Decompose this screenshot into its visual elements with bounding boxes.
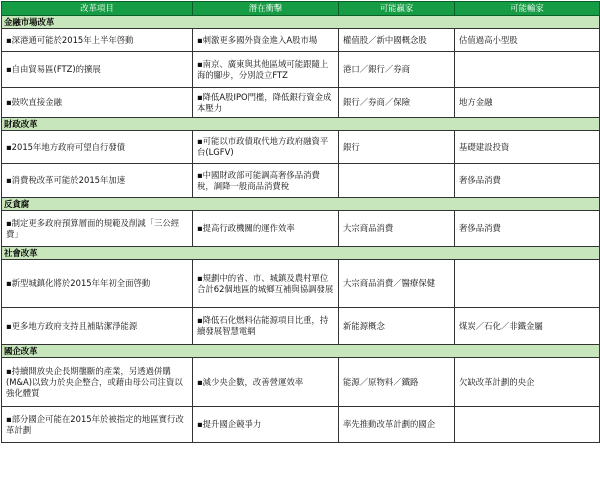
table-row [2, 407, 600, 443]
table-row [2, 88, 600, 118]
header-potential-impact: 潛在衝擊 [193, 2, 339, 16]
cell-impact: ▪降低A股IPO門檻，降低銀行資金成本壓力 [193, 88, 339, 118]
table-row [2, 211, 600, 247]
cell-winners: 能源／原物料／鐵路 [339, 358, 455, 407]
cell-item: ▪新型城鎮化將於2015年年初全面啓動 [2, 260, 193, 308]
section-header [2, 247, 600, 260]
cell-impact: ▪減少央企數，改善營運效率 [193, 358, 339, 407]
cell-losers: 奢侈品消費 [455, 164, 600, 198]
table-row [2, 131, 600, 164]
cell-losers: 煤炭／石化／非鐵金屬 [455, 308, 600, 345]
cell-losers: 地方金融 [455, 88, 600, 118]
cell-item: ▪2015年地方政府可望自行發債 [2, 131, 193, 164]
section-title-fiscal: 財政改革 [2, 118, 600, 131]
section-title-anticorruption: 反貪腐 [2, 198, 600, 211]
section-header [2, 198, 600, 211]
cell-losers: 估值過高小型股 [455, 29, 600, 52]
cell-winners: 率先推動改革計劃的國企 [339, 407, 455, 443]
cell-impact: ▪南京、廣東與其他區域可能跟隨上海的腳步，分別設立FTZ [193, 52, 339, 88]
header-row [2, 2, 600, 16]
cell-item: ▪部分國企可能在2015年於被指定的地區實行改革計劃 [2, 407, 193, 443]
cell-winners [339, 164, 455, 198]
header-potential-losers: 可能輸家 [455, 2, 600, 16]
cell-impact: ▪刺激更多國外資金進入A股市場 [193, 29, 339, 52]
section-header [2, 118, 600, 131]
cell-losers: 欠缺改革計劃的央企 [455, 358, 600, 407]
cell-losers [455, 52, 600, 88]
cell-impact: ▪中國財政部可能調高奢侈品消費稅，調降一般商品消費稅 [193, 164, 339, 198]
section-title-financial: 金融市場改革 [2, 16, 600, 29]
cell-losers: 奢侈品消費 [455, 211, 600, 247]
table-row [2, 52, 600, 88]
table-row [2, 164, 600, 198]
cell-impact: ▪規劃中的省、市、城鎮及農村單位合計62個地區的城鄉互補與協調發展 [193, 260, 339, 308]
cell-item: ▪更多地方政府支持且補貼潔淨能源 [2, 308, 193, 345]
cell-winners: 大宗商品消費／醫療保健 [339, 260, 455, 308]
header-reform-item: 改革項目 [2, 2, 193, 16]
cell-winners: 港口／銀行／券商 [339, 52, 455, 88]
header-potential-winners: 可能贏家 [339, 2, 455, 16]
reform-table [1, 1, 600, 443]
cell-item: ▪自由貿易區(FTZ)的擴展 [2, 52, 193, 88]
cell-losers [455, 407, 600, 443]
section-header [2, 345, 600, 358]
cell-item: ▪持續開放央企長期壟斷的產業，另透過併購(M&A)以致力於央企整合，或藉由母公司注資以強化體質 [2, 358, 193, 407]
cell-item: ▪消費稅改革可能於2015年加速 [2, 164, 193, 198]
cell-impact: ▪提升國企競爭力 [193, 407, 339, 443]
cell-impact: ▪可能以市政債取代地方政府融資平台(LGFV) [193, 131, 339, 164]
cell-winners: 大宗商品消費 [339, 211, 455, 247]
table-row [2, 29, 600, 52]
cell-impact: ▪提高行政機關的運作效率 [193, 211, 339, 247]
cell-item: ▪制定更多政府預算層面的規範及削減「三公經費」 [2, 211, 193, 247]
cell-losers [455, 260, 600, 308]
cell-impact: ▪降低石化燃料佔能源項目比重，持續發展智慧電網 [193, 308, 339, 345]
reform-table-container [1, 1, 599, 443]
cell-item: ▪鼓吹直接金融 [2, 88, 193, 118]
table-row [2, 260, 600, 308]
table-row [2, 358, 600, 407]
cell-winners: 銀行／券商／保險 [339, 88, 455, 118]
section-header [2, 16, 600, 29]
section-title-soe: 國企改革 [2, 345, 600, 358]
cell-winners: 銀行 [339, 131, 455, 164]
cell-item: ▪深港通可能於2015年上半年啓動 [2, 29, 193, 52]
table-row [2, 308, 600, 345]
cell-losers: 基礎建設投資 [455, 131, 600, 164]
section-title-social: 社會改革 [2, 247, 600, 260]
cell-winners: 新能源概念 [339, 308, 455, 345]
cell-winners: 權值股／新中國概念股 [339, 29, 455, 52]
